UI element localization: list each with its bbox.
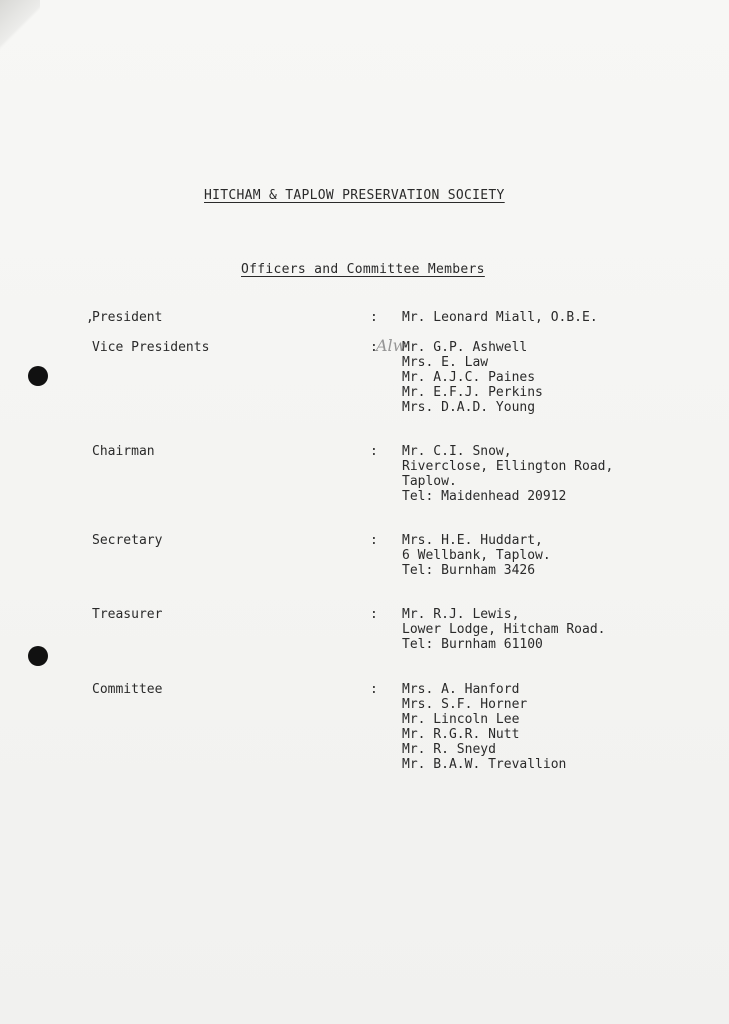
names-block — [402, 533, 551, 578]
punch-hole-bottom — [28, 646, 48, 666]
role-label: Vice Presidents — [92, 340, 210, 355]
separator-colon: : — [370, 444, 378, 459]
role-label: Secretary — [92, 533, 163, 548]
name-line: Mr. R.G.R. Nutt — [402, 727, 520, 742]
role-label: Chairman — [92, 444, 155, 459]
names-block — [402, 444, 613, 504]
name-line: Lower Lodge, Hitcham Road. — [402, 622, 606, 637]
name-line: Mrs. D.A.D. Young — [402, 400, 536, 415]
separator-colon: : — [370, 607, 378, 622]
punch-hole-top — [28, 366, 48, 386]
role-label: President — [92, 310, 163, 325]
name-line: Mr. Lincoln Lee — [402, 712, 520, 727]
name-line: Mrs. H.E. Huddart, — [402, 533, 543, 548]
name-line: Tel: Burnham 61100 — [402, 637, 543, 652]
name-line: 6 Wellbank, Taplow. — [402, 548, 551, 563]
name-line: Mrs. A. Hanford — [402, 682, 520, 697]
names-block — [402, 607, 606, 652]
name-line: Tel: Maidenhead 20912 — [402, 489, 567, 504]
pencil-tick-mark: , — [86, 310, 94, 325]
document-title: HITCHAM & TAPLOW PRESERVATION SOCIETY — [204, 188, 505, 203]
name-line: Mr. A.J.C. Paines — [402, 370, 536, 385]
separator-colon: : — [370, 533, 378, 548]
name-line: Tel: Burnham 3426 — [402, 563, 536, 578]
separator-colon: : — [370, 340, 378, 355]
name-line: Mr. R. Sneyd — [402, 742, 496, 757]
role-label: Treasurer — [92, 607, 163, 622]
name-line: Mr. G.P. Ashwell — [402, 340, 528, 355]
separator-colon: : — [370, 310, 378, 325]
document-subtitle: Officers and Committee Members — [241, 262, 485, 277]
names-block — [402, 310, 598, 325]
name-line: Riverclose, Ellington Road, — [402, 459, 614, 474]
name-line: Mr. Leonard Miall, O.B.E. — [402, 310, 598, 325]
separator-colon: : — [370, 682, 378, 697]
handwritten-annotation: Alw — [376, 336, 407, 355]
name-line: Mr. B.A.W. Trevallion — [402, 757, 567, 772]
names-block — [402, 682, 566, 772]
name-line: Mrs. S.F. Horner — [402, 697, 528, 712]
role-label: Committee — [92, 682, 163, 697]
name-line: Mr. C.I. Snow, — [402, 444, 512, 459]
page-corner-fold — [0, 0, 40, 60]
name-line: Mr. E.F.J. Perkins — [402, 385, 543, 400]
names-block — [402, 340, 543, 415]
name-line: Mrs. E. Law — [402, 355, 489, 370]
name-line: Mr. R.J. Lewis, — [402, 607, 520, 622]
name-line: Taplow. — [402, 474, 457, 489]
